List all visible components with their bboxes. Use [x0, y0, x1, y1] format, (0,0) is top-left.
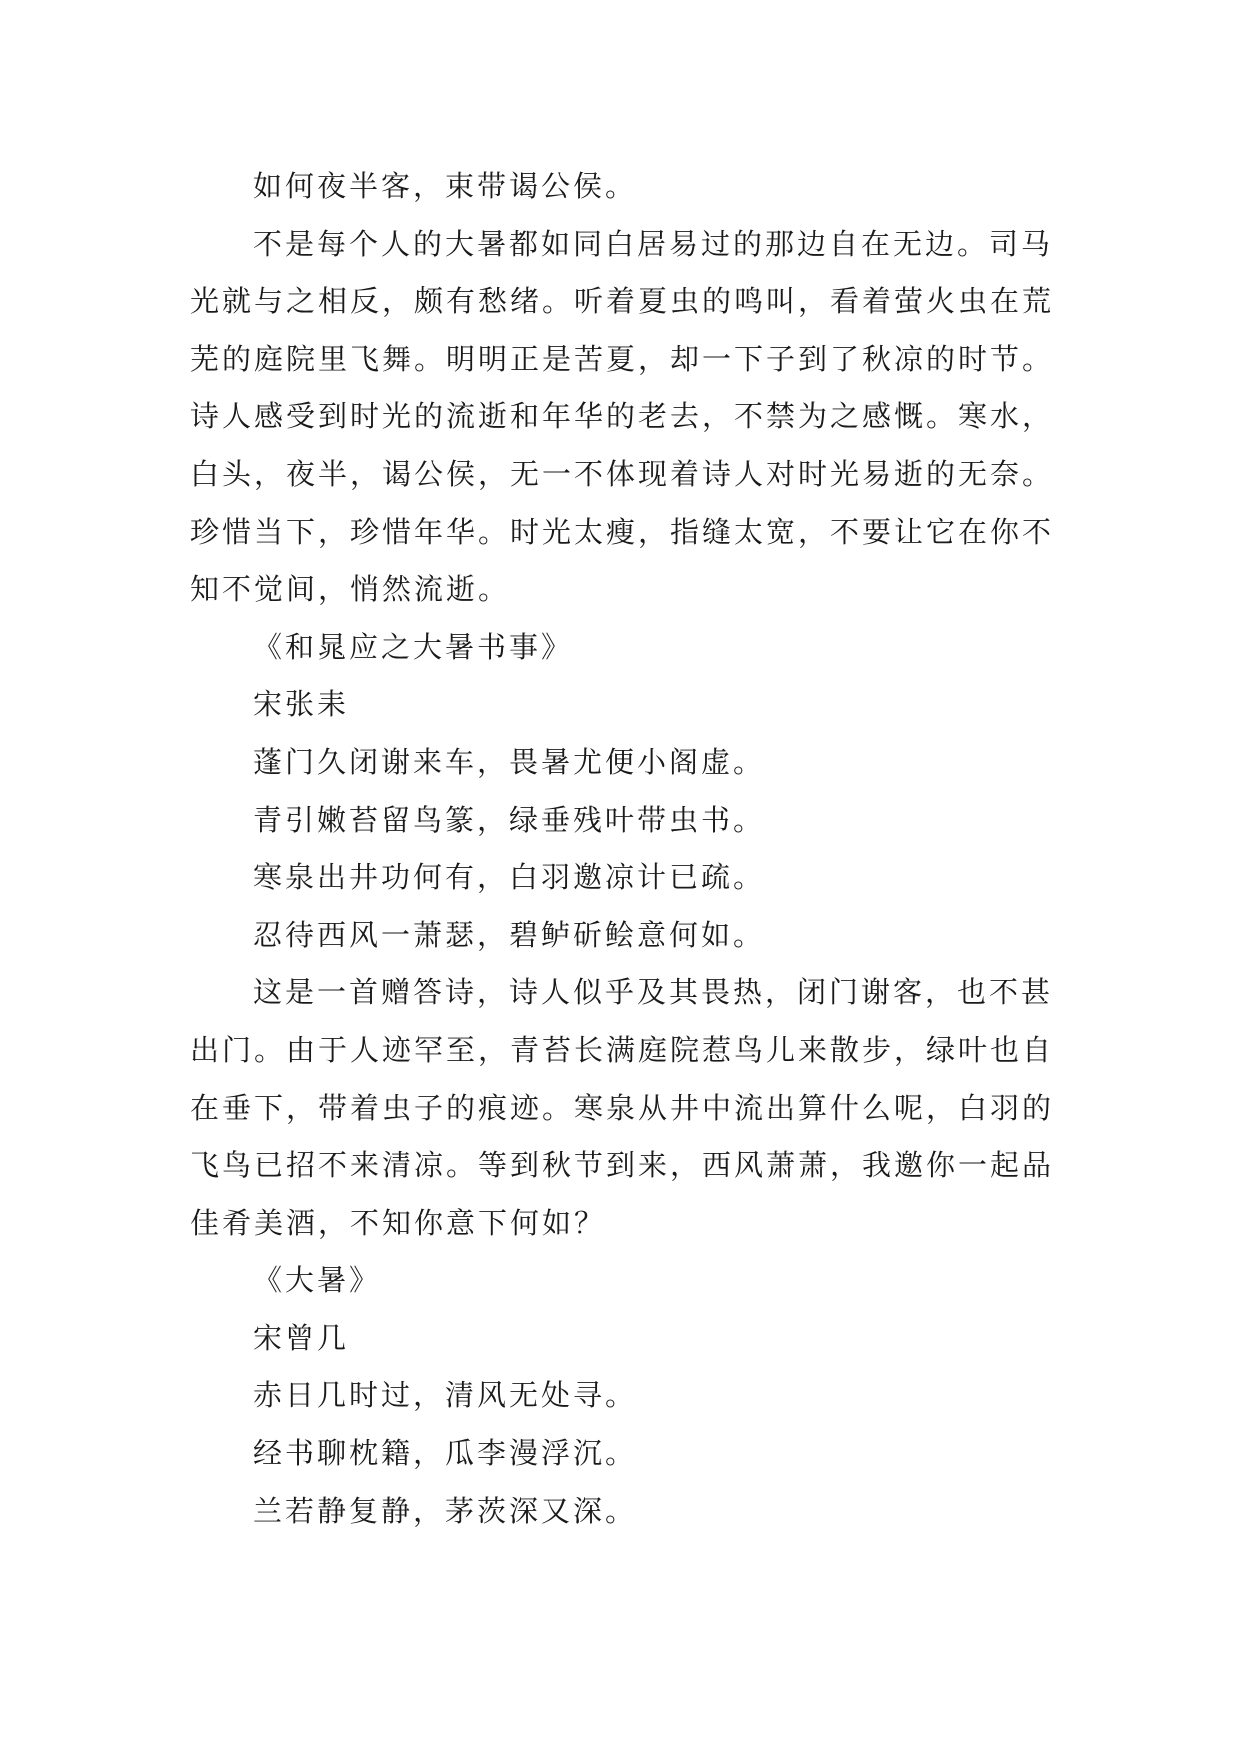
verse-line: 兰若静复静，茅茨深又深。 — [253, 1493, 638, 1528]
poem-author: 宋张耒 — [253, 687, 350, 722]
verse-line: 经书聊枕籍，瓜李漫浮沉。 — [253, 1436, 638, 1471]
document-body — [190, 158, 1070, 1540]
verse-line: 蓬门久闭谢来车，畏暑尤便小阁虚。 — [253, 744, 766, 779]
poem-title: 《和晁应之大暑书事》 — [253, 629, 574, 664]
verse-line: 寒泉出井功何有，白羽邀凉计已疏。 — [253, 860, 766, 895]
verse-line: 如何夜半客，束带谒公侯。 — [253, 169, 638, 203]
verse-line: 青引嫩苔留鸟篆，绿垂残叶带虫书。 — [253, 802, 766, 837]
poem-author: 宋曾几 — [253, 1320, 350, 1355]
poem-title: 《大暑》 — [253, 1263, 382, 1298]
commentary-paragraph: 这是一首赠答诗，诗人似乎及其畏热，闭门谢客，也不甚出门。由于人迹罕至，青苔长满庭院惹鸟儿来散步，绿叶也自在垂下，带着虫子的痕迹。寒泉从井中流出算什么呢，白羽的飞鸟已招不来清凉。等到秋节到来，西风萧萧，我邀你一起品佳肴美酒，不知你意下何如？ — [190, 975, 1055, 1240]
commentary-paragraph: 不是每个人的大暑都如同白居易过的那边自在无边。司马光就与之相反，颇有愁绪。听着夏虫的鸣叫，看着萤火虫在荒芜的庭院里飞舞。明明正是苦夏，却一下子到了秋凉的时节。诗人感受到时光的流逝和年华的老去，不禁为之感慨。寒水，白头，夜半，谒公侯，无一不体现着诗人对时光易逝的无奈。珍惜当下，珍惜年华。时光太瘦，指缝太宽，不要让它在你不知不觉间，悄然流逝。 — [190, 226, 1055, 607]
verse-line: 赤日几时过，清风无处寻。 — [253, 1378, 638, 1413]
verse-line: 忍待西风一萧瑟，碧鲈斫鲙意何如。 — [253, 917, 766, 952]
